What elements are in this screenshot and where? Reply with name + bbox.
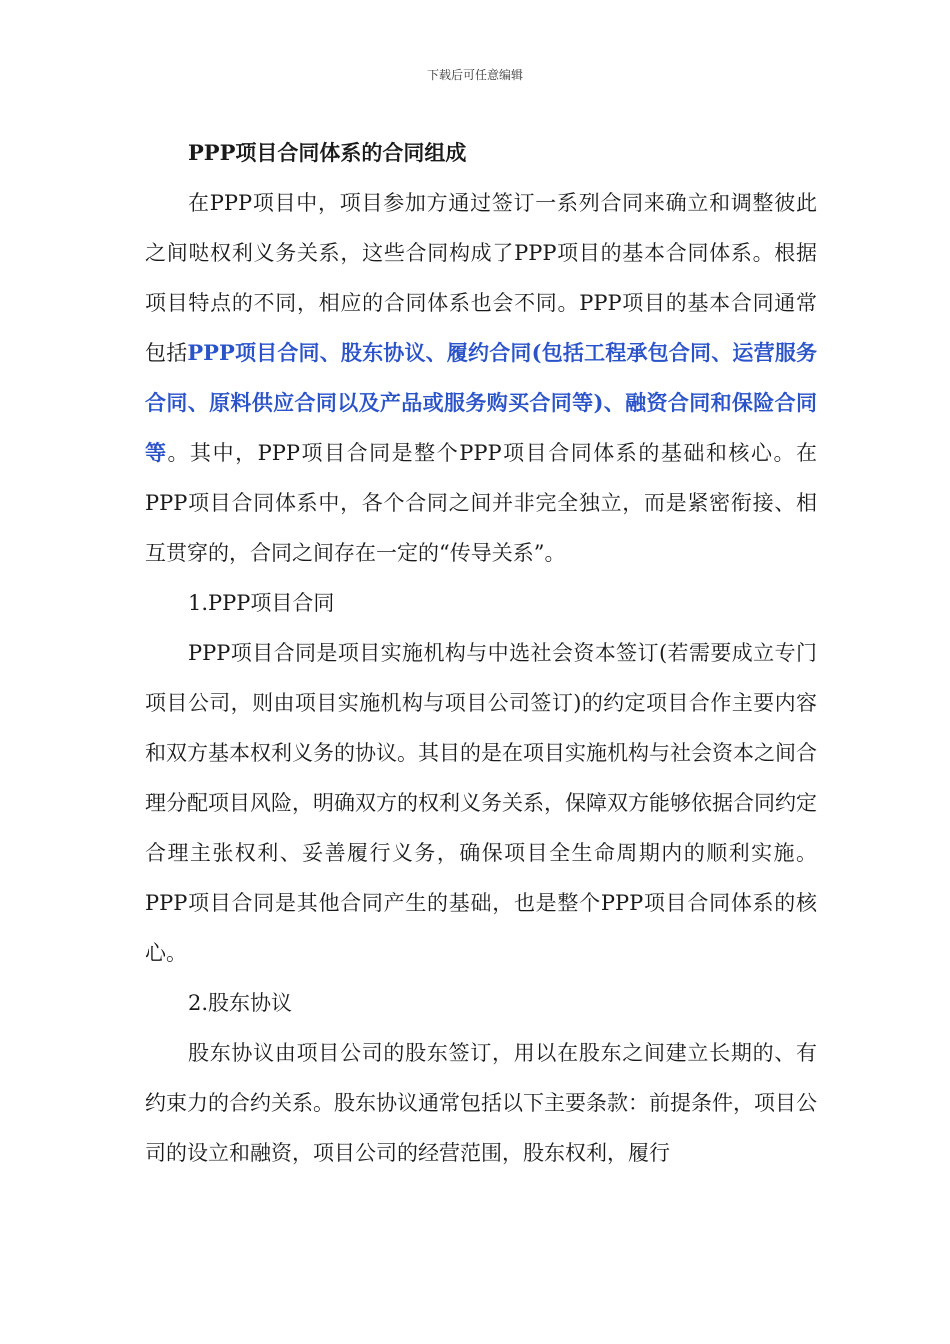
- intro-paragraph: [145, 178, 817, 578]
- header-note: 下载后可任意编辑: [426, 68, 523, 82]
- document-body: [145, 128, 817, 1178]
- intro-text-1: 在PPP项目中，项目参加方通过签订一系列合同来确立和调整彼此之间哒权利义务关系，这些合同构成了PPP项目的基本合同体系。根据项目特点的不同，相应的合同体系也会不同。PPP项目的基本合同通常包括: [145, 191, 817, 365]
- intro-highlight: PPP项目合同、股东协议、履约合同(包括工程承包合同、运营服务合同、原料供应合同以及产品或服务购买合同等)、融资合同和保险合同等: [145, 340, 818, 465]
- section-heading-ppp-contract: 1.PPP项目合同: [188, 591, 335, 615]
- document-title: PPP项目合同体系的合同组成: [188, 140, 467, 165]
- section-body-ppp-contract: PPP项目合同是项目实施机构与中选社会资本签订(若需要成立专门项目公司，则由项目实施机构与项目公司签订)的约定项目合作主要内容和双方基本权利义务的协议。其目的是在项目实施机构与社会资本之间合理分配项目风险，明确双方的权利义务关系，保障双方能够依据合同约定合理主张权利、妥善履行义务，确保项目全生命周期内的顺利实施。PPP项目合同是其他合同产生的基础，也是整个PPP项目合同体系的核心。: [145, 641, 817, 965]
- section-heading-shareholder-agreement: 2.股东协议: [188, 991, 293, 1015]
- intro-text-2: 。其中，PPP项目合同是整个PPP项目合同体系的基础和核心。在PPP项目合同体系中，各个合同之间并非完全独立，而是紧密衔接、相互贯穿的，合同之间存在一定的“传导关系”。: [145, 441, 818, 565]
- section-body-shareholder-agreement: 股东协议由项目公司的股东签订，用以在股东之间建立长期的、有约束力的合约关系。股东协议通常包括以下主要条款：前提条件，项目公司的设立和融资，项目公司的经营范围，股东权利，履行: [145, 1041, 817, 1165]
